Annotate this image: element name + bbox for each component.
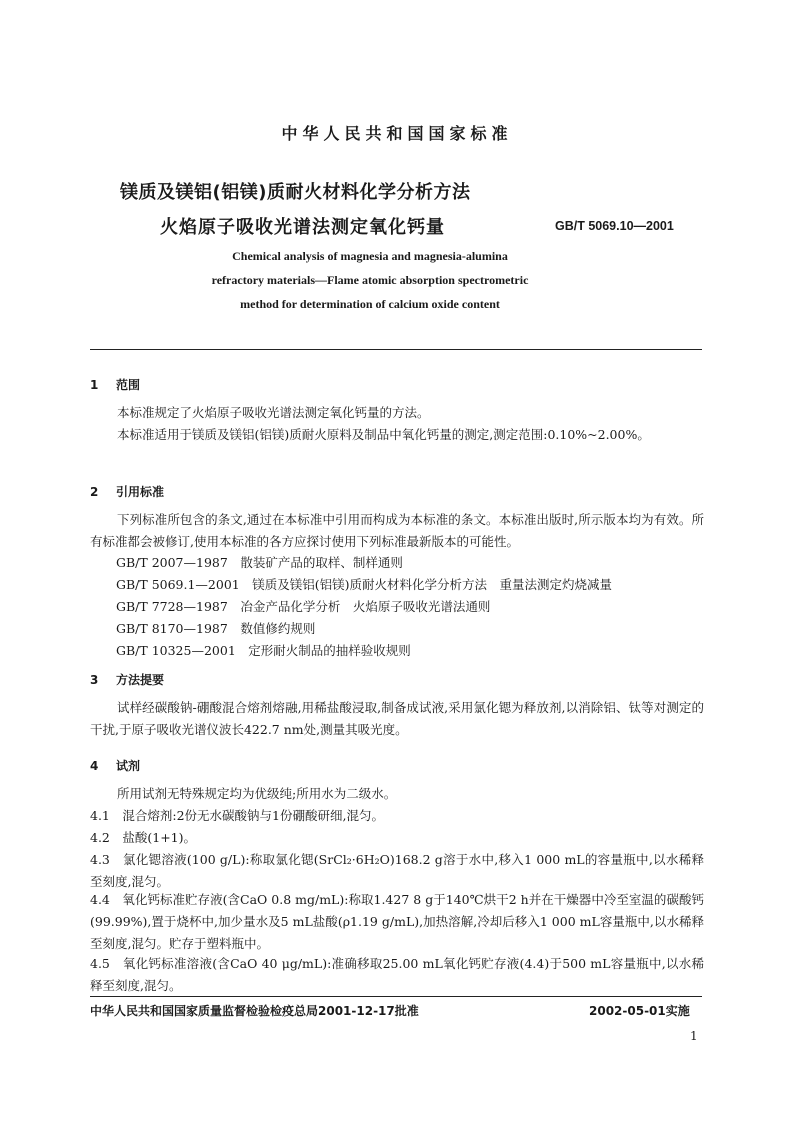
section-title: 方法提要	[116, 673, 165, 687]
section-title: 引用标准	[116, 485, 165, 499]
english-title-line-1: Chemical analysis of magnesia and magnesia-alumina	[232, 249, 508, 263]
clause-item: 4.2 盐酸(1+1)。	[90, 830, 197, 845]
reference-item: GB/T 8170—1987 数值修约规则	[116, 621, 316, 636]
header-divider	[90, 349, 702, 350]
issuing-org-header: 中华人民共和国国家标准	[281, 124, 513, 143]
section-2-heading	[90, 483, 164, 500]
title-line-1: 镁质及镁铝(铝镁)质耐火材料化学分析方法	[120, 182, 471, 203]
clause-item: 4.3 氯化锶溶液(100 g/L):称取氯化锶(SrCl₂·6H₂O)168.2 g溶于水中,移入1 000 mL的容量瓶中,以水稀释至刻度,混匀。	[90, 852, 704, 889]
reference-item: GB/T 5069.1—2001 镁质及镁铝(铝镁)质耐火材料化学分析方法 重量法测定灼烧减量	[116, 577, 612, 592]
clause-item: 4.5 氧化钙标准溶液(含CaO 40 μg/mL):准确移取25.00 mL氧化钙贮存液(4.4)于500 mL容量瓶中,以水稀释至刻度,混匀。	[90, 956, 704, 993]
section-number: 2	[90, 485, 99, 499]
paragraph: 下列标准所包含的条文,通过在本标准中引用而构成为本标准的条文。本标准出版时,所示版本均为有效。所有标准都会被修订,使用本标准的各方应探讨使用下列标准最新版本的可能性。	[90, 512, 704, 549]
title-line-2: 火焰原子吸收光谱法测定氧化钙量	[160, 217, 445, 238]
standard-number: GB/T 5069.10—2001	[555, 219, 674, 233]
paragraph: 所用试剂无特殊规定均为优级纯;所用水为二级水。	[117, 786, 397, 801]
english-title-line-2: refractory materials—Flame atomic absorption spectrometric	[211, 273, 529, 287]
paragraph: 本标准适用于镁质及镁铝(铝镁)质耐火原料及制品中氧化钙量的测定,测定范围:0.10%~2.00%。	[117, 427, 650, 442]
footer-divider	[90, 996, 702, 997]
reference-item: GB/T 10325—2001 定形耐火制品的抽样验收规则	[116, 643, 411, 658]
section-1-heading	[90, 376, 140, 393]
section-3-heading	[90, 671, 164, 688]
approval-statement: 中华人民共和国国家质量监督检验检疫总局2001-12-17批准	[90, 1004, 419, 1018]
section-number: 3	[90, 673, 99, 687]
clause-item: 4.1 混合熔剂:2份无水碳酸钠与1份硼酸研细,混匀。	[90, 808, 384, 823]
reference-item: GB/T 2007—1987 散装矿产品的取样、制样通则	[116, 555, 403, 570]
paragraph: 本标准规定了火焰原子吸收光谱法测定氧化钙量的方法。	[117, 405, 430, 420]
paragraph: 试样经碳酸钠-硼酸混合熔剂熔融,用稀盐酸浸取,制备成试液,采用氯化锶为释放剂,以消除铝、钛等对测定的干扰,于原子吸收光谱仪波长422.7 nm处,测量其吸光度。	[90, 700, 704, 737]
section-number: 1	[90, 378, 99, 392]
reference-item: GB/T 7728—1987 冶金产品化学分析 火焰原子吸收光谱法通则	[116, 599, 491, 614]
section-4-heading	[90, 757, 140, 774]
page-number: 1	[690, 1029, 698, 1043]
effective-date: 2002-05-01实施	[589, 1004, 690, 1018]
clause-item: 4.4 氧化钙标准贮存液(含CaO 0.8 mg/mL):称取1.427 8 g于140℃烘干2 h并在干燥器中冷至室温的碳酸钙(99.99%),置于烧杯中,加少量水及5 mL盐酸(ρ1.19 g/mL),加热溶解,冷却后移入1 000 mL容量瓶中,以水稀释至刻度,混匀。贮存于塑料瓶中。	[90, 892, 704, 951]
section-number: 4	[90, 759, 99, 773]
section-title: 范围	[116, 378, 141, 392]
section-title: 试剂	[116, 759, 141, 773]
english-title-line-3: method for determination of calcium oxide content	[240, 297, 500, 311]
